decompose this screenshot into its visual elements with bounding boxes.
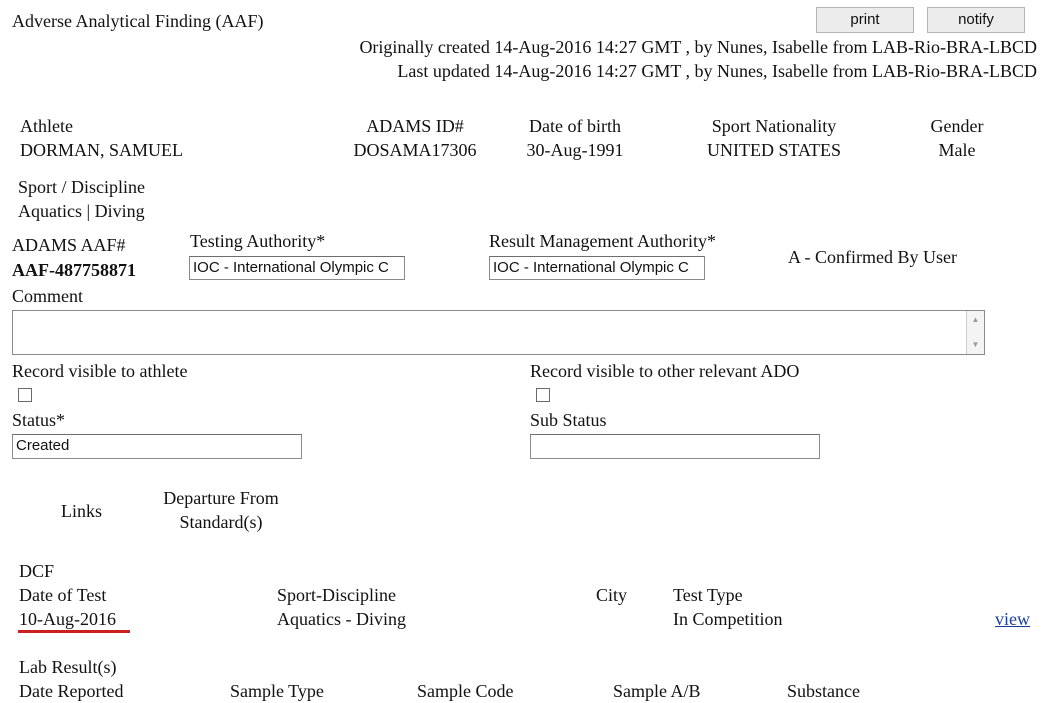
col-date-reported: Date Reported <box>19 681 124 701</box>
sub-status-field[interactable] <box>530 434 820 459</box>
sport-value: Aquatics | Diving <box>18 201 145 221</box>
rma-label: Result Management Authority* <box>489 231 716 251</box>
sport-label: Sport / Discipline <box>18 177 145 197</box>
aaf-number: AAF-487758871 <box>12 260 136 280</box>
adams-id-value: DOSAMA17306 <box>353 140 477 160</box>
rma-field[interactable]: IOC - International Olympic C <box>489 256 705 280</box>
lab-results-title: Lab Result(s) <box>19 657 117 677</box>
testing-authority-label: Testing Authority* <box>190 231 326 251</box>
date-of-test-value: 10-Aug-2016 <box>19 609 116 629</box>
aaf-label: ADAMS AAF# <box>12 235 126 255</box>
athlete-label: Athlete <box>20 116 73 136</box>
scroll-down-icon[interactable]: ▼ <box>971 340 980 349</box>
view-link[interactable]: view <box>995 609 1030 629</box>
dcf-section-title: DCF <box>19 561 55 581</box>
visible-ado-label: Record visible to other relevant ADO <box>530 361 800 381</box>
col-sample-type: Sample Type <box>230 681 324 701</box>
date-of-test-label: Date of Test <box>19 585 107 605</box>
dob-label: Date of birth <box>529 116 621 136</box>
notify-button[interactable]: notify <box>927 7 1025 33</box>
visible-athlete-label: Record visible to athlete <box>12 361 188 381</box>
status-label: Status* <box>12 410 66 430</box>
departure-label-line2: Standard(s) <box>179 512 263 532</box>
city-label: City <box>596 585 628 605</box>
test-type-value: In Competition <box>673 609 783 629</box>
updated-info: Last updated 14-Aug-2016 14:27 GMT , by Nunes, Isabelle from LAB-Rio-BRA-LBCD <box>397 61 1037 81</box>
departure-label-line1: Departure From <box>163 488 279 508</box>
created-info: Originally created 14-Aug-2016 14:27 GMT , by Nunes, Isabelle from LAB-Rio-BRA-LBCD <box>359 37 1037 57</box>
date-underline <box>18 630 130 633</box>
page-title: Adverse Analytical Finding (AAF) <box>12 11 264 31</box>
comment-textarea[interactable] <box>12 310 985 355</box>
sport-discipline-label: Sport-Discipline <box>277 585 396 605</box>
col-sample-ab: Sample A/B <box>613 681 701 701</box>
scroll-up-icon[interactable]: ▲ <box>971 315 980 324</box>
confirmation-status: A - Confirmed By User <box>788 247 957 267</box>
sub-status-label: Sub Status <box>530 410 607 430</box>
test-type-label: Test Type <box>673 585 743 605</box>
gender-label: Gender <box>930 116 984 136</box>
comment-label: Comment <box>12 286 83 306</box>
comment-scrollbar[interactable] <box>966 311 984 354</box>
testing-authority-field[interactable]: IOC - International Olympic C <box>189 256 405 280</box>
sport-discipline-value: Aquatics - Diving <box>277 609 406 629</box>
nationality-value: UNITED STATES <box>706 140 842 160</box>
visible-athlete-checkbox[interactable] <box>18 388 32 402</box>
nationality-label: Sport Nationality <box>711 116 837 136</box>
status-field[interactable]: Created <box>12 434 302 459</box>
gender-value: Male <box>938 140 976 160</box>
athlete-name: DORMAN, SAMUEL <box>20 140 184 160</box>
print-button[interactable]: print <box>816 7 914 33</box>
visible-ado-checkbox[interactable] <box>536 388 550 402</box>
col-sample-code: Sample Code <box>417 681 514 701</box>
links-label: Links <box>61 501 103 521</box>
adams-id-label: ADAMS ID# <box>366 116 464 136</box>
dob-value: 30-Aug-1991 <box>526 140 624 160</box>
col-substance: Substance <box>787 681 860 701</box>
